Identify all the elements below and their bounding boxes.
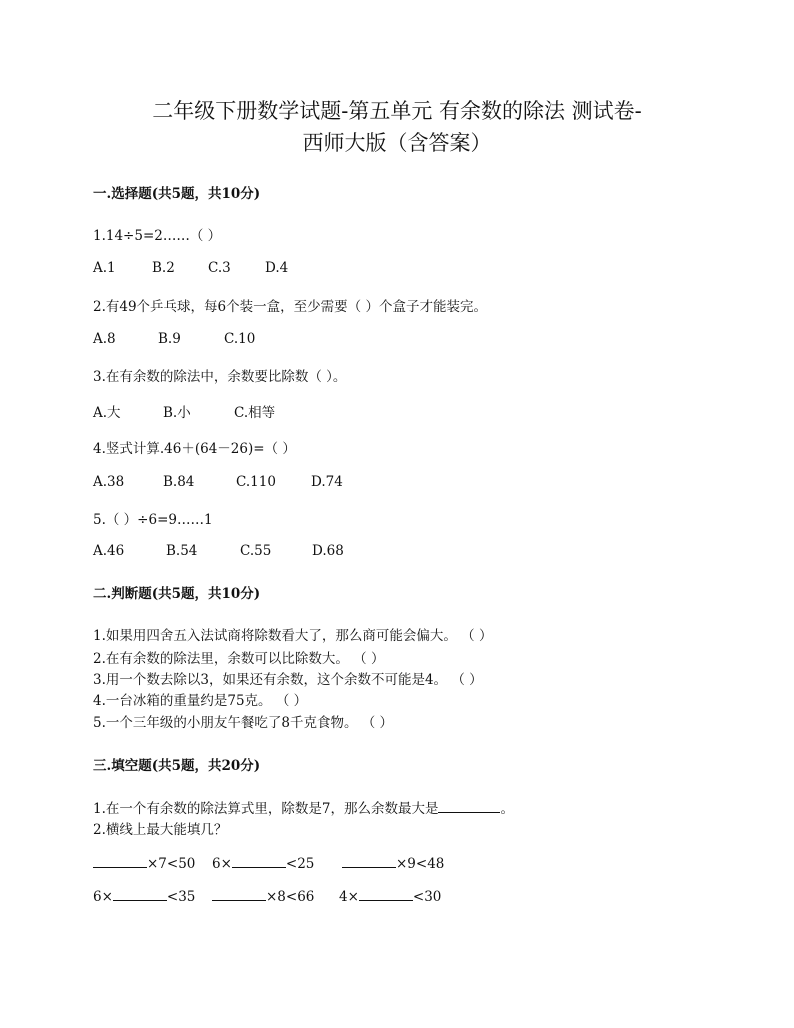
question-3-option-a: A.大	[93, 405, 121, 421]
expression-text: ×7<50	[147, 856, 196, 872]
fill-question-2: 2.横线上最大能填几？	[93, 822, 228, 838]
expression-text: <25	[285, 856, 315, 872]
question-1-option-c: C.3	[208, 260, 231, 276]
section-2-heading: 二.判断题(共5题，共10分)	[93, 586, 261, 602]
question-4-option-c: C.110	[236, 474, 276, 490]
expression-text: 4×	[339, 889, 359, 905]
blank-expression-1	[93, 855, 195, 872]
question-5-option-b: B.54	[166, 543, 198, 559]
answer-blank[interactable]	[113, 888, 167, 901]
fill-question-1-text: 1.在一个有余数的除法算式里，除数是7，那么余数最大是	[93, 801, 439, 817]
question-4-option-a: A.38	[93, 474, 125, 490]
answer-blank[interactable]	[342, 855, 396, 868]
question-2-option-a: A.8	[93, 331, 116, 347]
answer-blank[interactable]	[212, 888, 266, 901]
judgement-item-5: 5.一个三年级的小朋友午餐吃了8千克食物。 （ ）	[93, 715, 394, 731]
question-4: 4.竖式计算.46＋(64－26)=（ ）	[93, 441, 296, 457]
question-1-option-d: D.4	[265, 260, 289, 276]
question-4-option-d: D.74	[311, 474, 343, 490]
question-2: 2.有49个乒乓球，每6个装一盒，至少需要（ ）个盒子才能装完。	[93, 299, 487, 315]
blank-expression-2	[212, 855, 314, 872]
expression-text: <30	[412, 889, 442, 905]
judgement-item-2: 2.在有余数的除法里，余数可以比除数大。 （ ）	[93, 651, 385, 667]
expression-text: 6×	[93, 889, 113, 905]
blank-expression-4	[93, 888, 195, 905]
question-3: 3.在有余数的除法中，余数要比除数（ ）。	[93, 369, 347, 385]
question-4-option-b: B.84	[163, 474, 195, 490]
section-1-heading: 一.选择题(共5题，共10分)	[93, 186, 261, 202]
title-line-1: 二年级下册数学试题-第五单元 有余数的除法 测试卷-	[152, 99, 642, 123]
title-line-2: 西师大版（含答案）	[302, 131, 492, 155]
question-5-option-a: A.46	[93, 543, 125, 559]
answer-blank[interactable]	[359, 888, 413, 901]
blank-expression-3	[342, 855, 444, 872]
judgement-item-3: 3.用一个数去除以3，如果还有余数，这个余数不可能是4。 （ ）	[93, 672, 483, 688]
answer-blank[interactable]	[232, 855, 286, 868]
question-5-option-c: C.55	[240, 543, 272, 559]
question-1-option-b: B.2	[152, 260, 175, 276]
question-1: 1.14÷5=2……（ ）	[93, 228, 222, 244]
expression-text: <35	[166, 889, 196, 905]
judgement-item-4: 4.一台冰箱的重量约是75克。 （ ）	[93, 693, 308, 709]
question-1-option-a: A.1	[93, 260, 116, 276]
question-2-option-c: C.10	[224, 331, 256, 347]
blank-expression-6	[339, 888, 441, 905]
expression-text: 6×	[212, 856, 232, 872]
question-3-option-b: B.小	[163, 405, 191, 421]
answer-blank[interactable]	[93, 855, 147, 868]
expression-text: ×9<48	[396, 856, 445, 872]
section-3-heading: 三.填空题(共5题，共20分)	[93, 758, 261, 774]
fill-question-1-end: 。	[500, 801, 514, 817]
question-5-option-d: D.68	[312, 543, 344, 559]
question-2-option-b: B.9	[158, 331, 181, 347]
answer-blank[interactable]	[438, 800, 500, 813]
question-3-option-c: C.相等	[234, 405, 276, 421]
judgement-item-1: 1.如果用四舍五入法试商将除数看大了，那么商可能会偏大。 （ ）	[93, 628, 493, 644]
expression-text: ×8<66	[266, 889, 315, 905]
question-5: 5.（ ）÷6=9……1	[93, 512, 213, 528]
blank-expression-5	[212, 888, 314, 905]
fill-question-1	[93, 797, 514, 817]
